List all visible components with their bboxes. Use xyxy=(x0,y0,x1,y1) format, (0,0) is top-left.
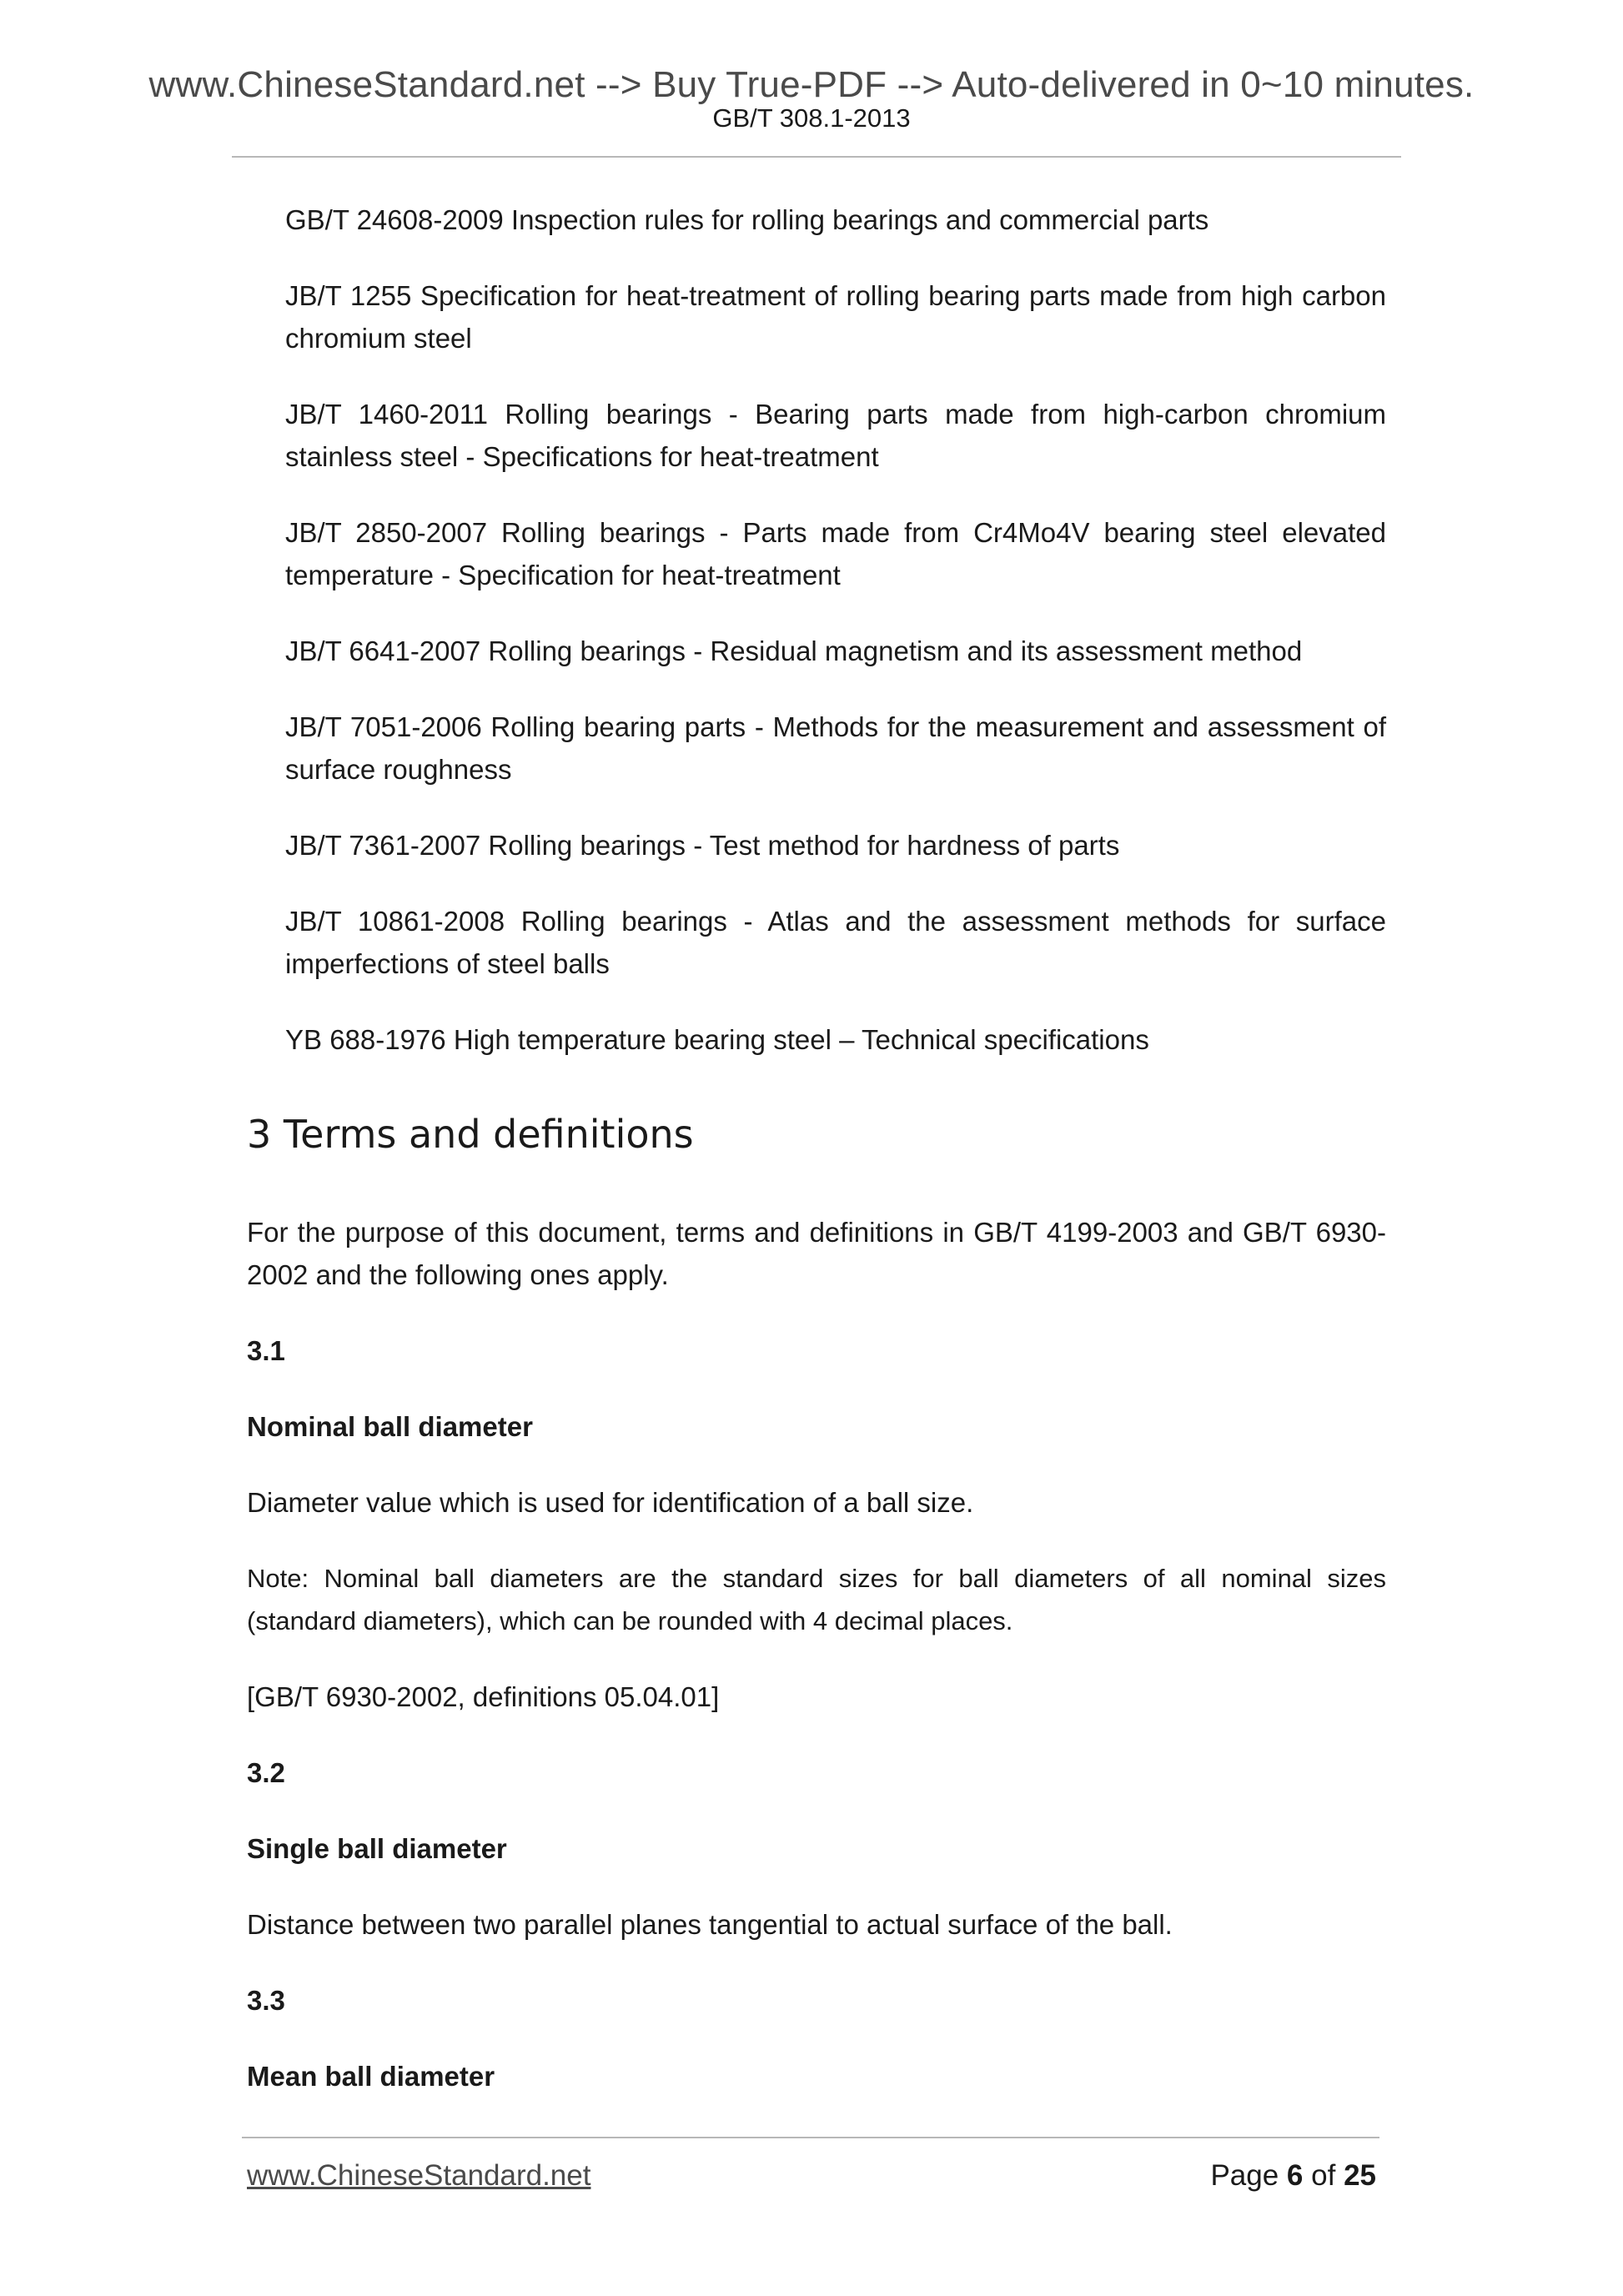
page-of: of xyxy=(1311,2159,1336,2192)
term-number: 3.2 xyxy=(247,1757,285,1788)
site-banner: www.ChineseStandard.net --> Buy True-PDF --> Auto-delivered in 0~10 minutes. xyxy=(148,64,1475,105)
normative-references-list xyxy=(285,198,1386,1094)
document-code: GB/T 308.1-2013 xyxy=(712,103,911,133)
section-intro: For the purpose of this document, terms and definitions in GB/T 4199-2003 and GB/T 6930-2002 and the following ones apply. xyxy=(247,1217,1386,1290)
term-note: Note: Nominal ball diameters are the standard sizes for ball diameters of all nominal sizes (standard diameters), which can be rounded with 4 decimal places. xyxy=(247,1564,1386,1635)
reference-item: GB/T 24608-2009 Inspection rules for rolling bearings and commercial parts xyxy=(285,204,1209,235)
term-name: Single ball diameter xyxy=(247,1833,507,1864)
reference-item: JB/T 10861-2008 Rolling bearings - Atlas and the assessment methods for surface imperfections of steel balls xyxy=(285,906,1386,979)
term-definition: Distance between two parallel planes tangential to actual surface of the ball. xyxy=(247,1909,1173,1940)
header-divider xyxy=(232,156,1401,158)
section-heading: 3 Terms and definitions xyxy=(247,1112,694,1157)
page-indicator xyxy=(1210,2158,1376,2193)
reference-item: YB 688-1976 High temperature bearing steel – Technical specifications xyxy=(285,1024,1149,1055)
page-total: 25 xyxy=(1344,2159,1376,2192)
reference-item: JB/T 7051-2006 Rolling bearing parts - Methods for the measurement and assessment of surface roughness xyxy=(285,711,1386,785)
page-current: 6 xyxy=(1286,2159,1304,2192)
term-source: [GB/T 6930-2002, definitions 05.04.01] xyxy=(247,1681,720,1712)
page-word: Page xyxy=(1210,2159,1279,2192)
term-number: 3.3 xyxy=(247,1985,285,2016)
term-definition: Diameter value which is used for identification of a ball size. xyxy=(247,1487,974,1518)
term-name: Mean ball diameter xyxy=(247,2061,495,2092)
reference-item: JB/T 1255 Specification for heat-treatment of rolling bearing parts made from high carbon chromium steel xyxy=(285,280,1386,354)
term-name: Nominal ball diameter xyxy=(247,1411,533,1442)
footer-divider xyxy=(242,2137,1379,2138)
terms-section-body xyxy=(247,1211,1386,2131)
reference-item: JB/T 6641-2007 Rolling bearings - Residual magnetism and its assessment method xyxy=(285,636,1303,666)
reference-item: JB/T 1460-2011 Rolling bearings - Bearing parts made from high-carbon chromium stainless steel - Specifications for heat-treatment xyxy=(285,399,1386,472)
reference-item: JB/T 7361-2007 Rolling bearings - Test method for hardness of parts xyxy=(285,830,1120,861)
term-number: 3.1 xyxy=(247,1335,285,1366)
reference-item: JB/T 2850-2007 Rolling bearings - Parts made from Cr4Mo4V bearing steel elevated temperature - Specification for heat-treatment xyxy=(285,517,1386,590)
site-link[interactable]: www.ChineseStandard.net xyxy=(247,2159,591,2192)
